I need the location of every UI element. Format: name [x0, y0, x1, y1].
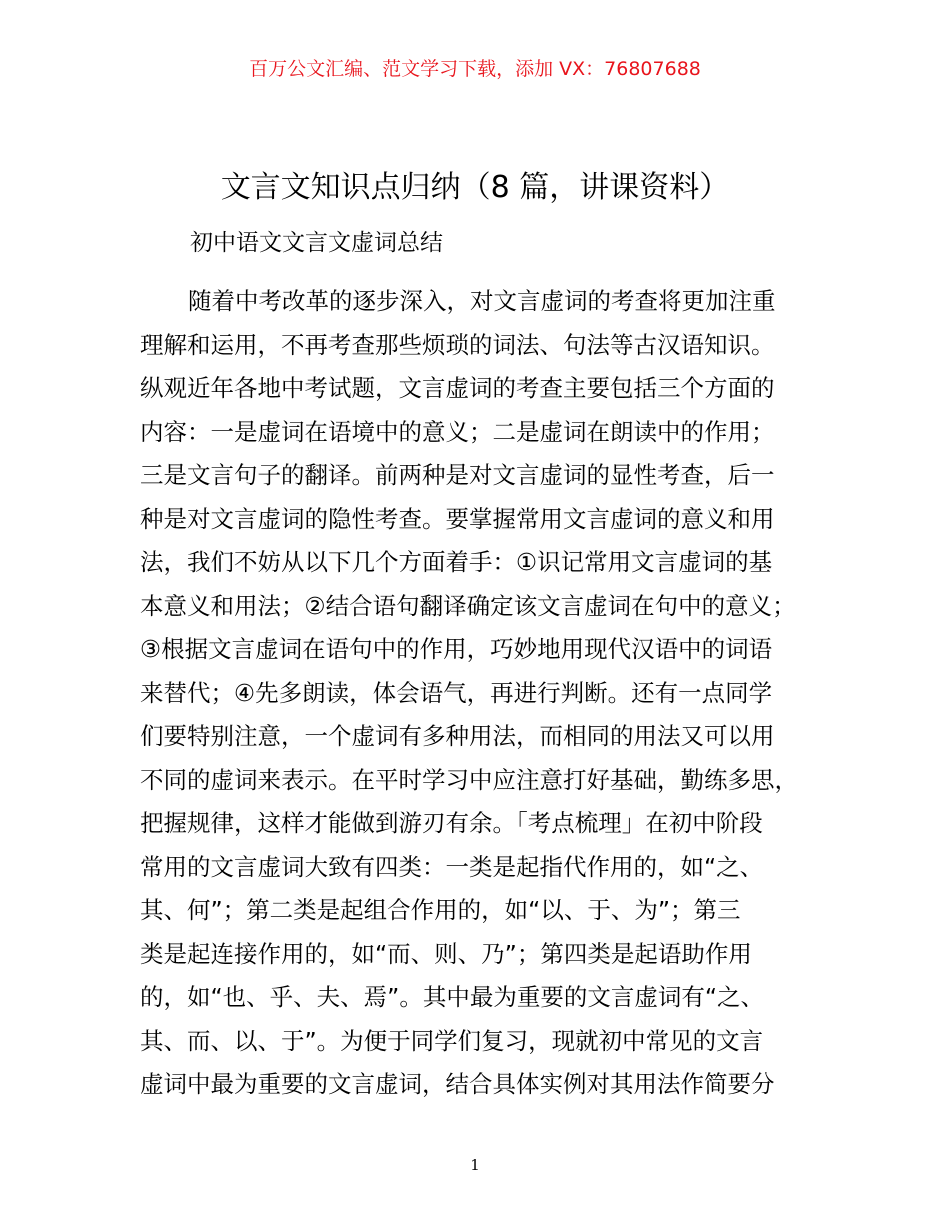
paragraph-line: 三是文言句子的翻译。前两种是对文言虚词的显性考查，后一: [140, 461, 775, 489]
paragraph-line: 其、而、以、于”。为便于同学们复习，现就初中常见的文言: [140, 1026, 764, 1055]
page-number: 1: [470, 1156, 480, 1174]
paragraph-line: 种是对文言虚词的隐性考查。要掌握常用文言虚词的意义和用: [140, 504, 775, 533]
paragraph-line: 随着中考改革的逐步深入，对文言虚词的考查将更加注重: [188, 287, 776, 315]
paragraph-line: 们要特别注意，一个虚词有多种用法，而相同的用法又可以用: [140, 722, 775, 750]
paragraph-line: 虚词中最为重要的文言虚词，结合具体实例对其用法作简要分: [140, 1070, 775, 1098]
paragraph-line: 不同的虚词来表示。在平时学习中应注意打好基础，勤练多思，: [140, 765, 798, 794]
paragraph-line: 类是起连接作用的，如“而、则、乃”；第四类是起语助作用: [140, 939, 752, 968]
body-paragraph: [140, 280, 840, 1107]
paragraph-line: 纵观近年各地中考试题，文言虚词的考查主要包括三个方面的: [140, 374, 775, 402]
section-subtitle: 初中语文文言文虚词总结: [190, 230, 443, 256]
watermark-banner: 百万公文汇编、范文学习下载，添加 VX：76807688: [249, 58, 701, 80]
paragraph-line: 来替代；④先多朗读，体会语气，再进行判断。还有一点同学: [140, 678, 773, 707]
paragraph-line: 内容：一是虚词在语境中的意义；二是虚词在朗读中的作用；: [140, 417, 775, 446]
paragraph-line: 本意义和用法；②结合语句翻译确定该文言虚词在句中的意义；: [140, 591, 796, 620]
paragraph-line: 把握规律，这样才能做到游刃有余。「考点梳理」在初中阶段: [140, 809, 763, 837]
paragraph-line: 法，我们不妨从以下几个方面着手：①识记常用文言虚词的基: [140, 548, 773, 576]
paragraph-line: 其、何”；第二类是起组合作用的，如“以、于、为”；第三: [140, 896, 741, 924]
paragraph-line: 的，如“也、乎、夫、焉”。其中最为重要的文言虚词有“之、: [140, 983, 765, 1011]
paragraph-line: 理解和运用，不再考查那些烦琐的词法、句法等古汉语知识。: [140, 330, 775, 359]
document-title: 文言文知识点归纳（8 篇，讲课资料）: [220, 170, 730, 205]
paragraph-line: 常用的文言虚词大致有四类：一类是起指代作用的，如“之、: [140, 852, 764, 881]
paragraph-line: ③根据文言虚词在语句中的作用，巧妙地用现代汉语中的词语: [140, 635, 773, 663]
